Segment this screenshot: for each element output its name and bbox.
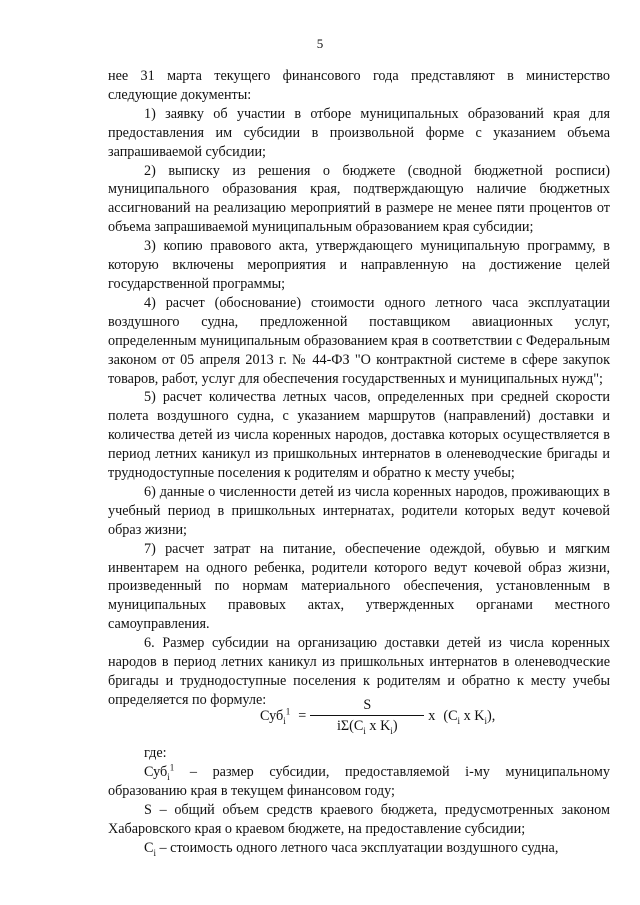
- paragraph-item-7: 7) расчет затрат на питание, обеспечение одеждой, обувью и мягким инвентарем на одного ребенка, родители которого ведут кочевой образ жизни, произведенный по нормам материального обеспечения, установленным в муниципальных правовых актах, утвержденных органами местного самоуправления.: [108, 540, 610, 633]
- formula-lhs: Суб$_i^1$: [260, 705, 291, 726]
- formula-rhs: ($C_i$ x $K_i$),: [443, 707, 496, 726]
- formula-numerator: S: [310, 697, 424, 716]
- paragraph-item-6: 6) данные о численности детей из числа коренных народов, проживающих в учебный период в пришкольных интернатах, родители которых ведут кочевой образ жизни;: [108, 483, 610, 538]
- formula-times: x: [428, 707, 436, 724]
- definitions-where: где:: [144, 745, 167, 761]
- formula-denominator: $i\Sigma(C_i$ x $K_i$): [336, 718, 398, 736]
- paragraph-item-3: 3) копию правового акта, утверждающего муниципальную программу, в которую включены мероприятия и направленную на достижение целей государственной программы;: [108, 238, 610, 292]
- page-number: 5: [316, 36, 324, 51]
- paragraph-item-5: 5) расчет количества летных часов, определенных при средней скорости полета воздушного судна, с указанием маршрутов (направлений) доставки и количества детей из числа коренных народов, доставка которых осуществляется в период летних каникул из пришкольных интернатов в оленеводческие бригады и труднодоступные поселения к родителям и обратно к месту учебы;: [108, 389, 610, 482]
- paragraph-section-6: 6. Размер субсидии на организацию доставки детей из числа коренных народов в период летних каникул из пришкольных интернатов в оленеводческие бригады и труднодоступные поселения к родителям и обратно к месту учебы определяется по формуле:: [108, 635, 610, 708]
- formula-fraction: [310, 697, 424, 735]
- document-body: [108, 67, 610, 710]
- definition-ci: $C_i$ – стоимость одного летного часа эксплуатации воздушного судна,: [144, 839, 559, 858]
- formula-equals: =: [298, 707, 307, 724]
- definition-s: S – общий объем средств краевого бюджета, предусмотренных законом Хабаровского края о краевом бюджете, на предоставление субсидии;: [108, 801, 610, 837]
- definition-subi: Суб$_i^1$ – размер субсидии, предоставляемой i-му муниципальному образованию края в текущем финансовом году;: [108, 762, 610, 799]
- paragraph-item-4: 4) расчет (обоснование) стоимости одного летного часа эксплуатации воздушного судна, предложенной поставщиком авиационных услуг, определенным муниципальным образованием края в соответствии с Федеральным законом от 05 апреля 2013 г. № 44-ФЗ "О контрактной системе в сфере закупок товаров, работ, услуг для обеспечения государственных и муниципальных нужд";: [108, 294, 610, 387]
- paragraph-item-2: 2) выписку из решения о бюджете (сводной бюджетной росписи) муниципального образования края, подтверждающую наличие бюджетных ассигнований на реализацию мероприятий в размере не менее пяти процентов от объема запрашиваемой муниципальным образованием края субсидии;: [108, 162, 610, 236]
- subsidy-formula: [260, 693, 495, 739]
- formula-definitions: [108, 744, 610, 857]
- paragraph-item-1: 1) заявку об участии в отборе муниципальных образований края для предоставления им субсидии в произвольной форме с указанием объема запрашиваемой субсидии;: [108, 105, 610, 160]
- paragraph-intro: нее 31 марта текущего финансового года представляют в министерство следующие документы:: [108, 68, 610, 103]
